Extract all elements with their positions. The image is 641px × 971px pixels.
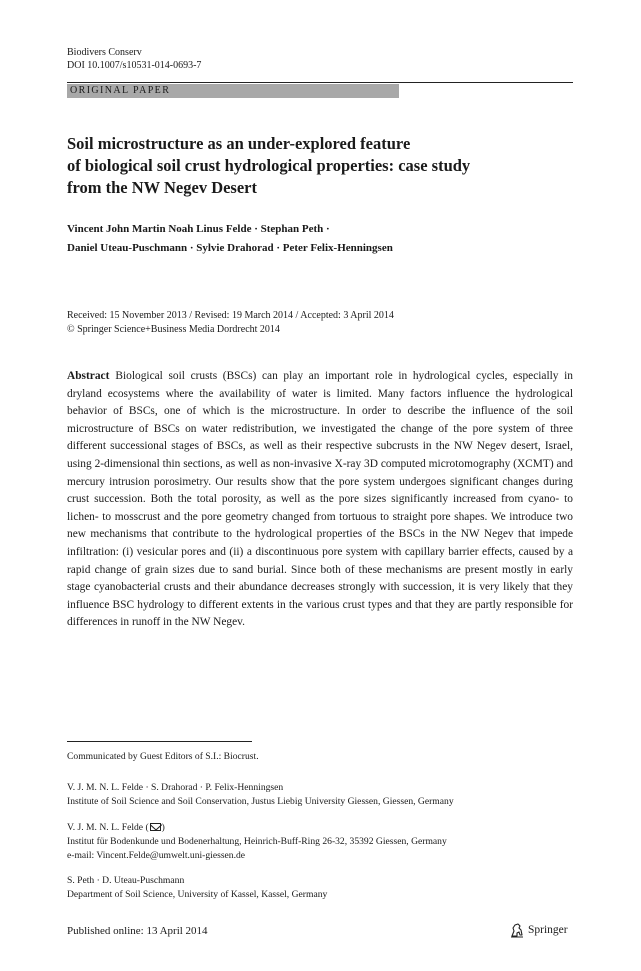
corresponding-author <box>67 821 573 862</box>
journal-name: Biodivers Conserv <box>67 47 142 58</box>
affiliation-2-names: S. Peth · D. Uteau-Puschmann <box>67 875 185 886</box>
publisher-name: Springer <box>528 924 568 936</box>
abstract <box>67 368 573 632</box>
doi: DOI 10.1007/s10531-014-0693-7 <box>67 60 202 71</box>
publisher-logo <box>509 922 568 938</box>
journal-info <box>67 46 201 72</box>
published-online: Published online: 13 April 2014 <box>67 925 208 937</box>
affiliation-2-institution: Department of Soil Science, University of Kassel, Kassel, Germany <box>67 888 328 900</box>
title-line-1: Soil microstructure as an under-explored feature <box>67 134 411 153</box>
article-title <box>67 133 567 199</box>
corresponding-email: e-mail: Vincent.Felde@umwelt.uni-giessen.de <box>67 849 246 861</box>
history-dates: Received: 15 November 2013 / Revised: 19 March 2014 / Accepted: 3 April 2014 <box>67 310 394 321</box>
springer-horse-icon <box>509 922 525 938</box>
article-dates <box>67 309 394 337</box>
authors-line-2: Daniel Uteau-Puschmann · Sylvie Drahorad · Peter Felix-Henningsen <box>67 242 393 254</box>
footnote-rule <box>67 741 252 742</box>
title-line-3: from the NW Negev Desert <box>67 178 257 197</box>
corresponding-institution: Institut für Bodenkunde und Bodenerhaltung, Heinrich-Buff-Ring 26-32, 35392 Giessen, Germany <box>67 835 447 847</box>
authors-line-1: Vincent John Martin Noah Linus Felde · Stephan Peth · <box>67 223 330 235</box>
affiliation-2 <box>67 874 573 902</box>
abstract-label: Abstract <box>67 370 110 382</box>
abstract-text: Biological soil crusts (BSCs) can play an important role in hydrological cycles, especially in dryland ecosystems where the availability of water is limited. Many factors influence the hydrological behavior of BSCs, one of which is the microstructure. In order to describe the influence of the soil microstructure of BSCs on water redistribution, we investigated the change of the pore system of three different successional stages of BSCs, as well as their respective subcrusts in the NW Negev desert, Israel, using 2-dimensional thin sections, as well as non-invasive X-ray 3D computed microtomography (XCMT) and mercury intrusion porosimetry. Our results show that the pore system undergoes significant changes during crust succession. Both the total porosity, as well as the pore sizes significantly increased from cyano- to lichen- to mosscrust and the pore geometry changed from tortuous to straight pore shapes. We introduce two new mechanisms that contribute to the hydrological properties of the BSCs in the NW Negev that impede infiltration: (i) vesicular pores and (ii) a discontinuous pore system with capillary barrier effects, caused by a rapid change of grain sizes due to sand burial. Since both of these mechanisms are present mostly in early stage cyanobacterial crusts and their abundance decreases strongly with succession, it is very likely that they influence BSC hydrology to different extents in the various crust types and that they are partly responsible for differences in runoff in the NW Negev. <box>67 370 573 629</box>
header-rule <box>67 82 573 83</box>
affiliation-1 <box>67 781 573 809</box>
author-list <box>67 220 567 258</box>
corresponding-name: V. J. M. N. L. Felde ( ) <box>67 822 165 833</box>
affiliation-1-names: V. J. M. N. L. Felde · S. Drahorad · P. Felix-Henningsen <box>67 782 284 793</box>
article-type-banner: ORIGINAL PAPER <box>67 84 399 98</box>
communicated-note: Communicated by Guest Editors of S.I.: Biocrust. <box>67 751 259 762</box>
envelope-icon <box>150 823 161 831</box>
copyright: © Springer Science+Business Media Dordrecht 2014 <box>67 324 280 335</box>
affiliation-1-institution: Institute of Soil Science and Soil Conservation, Justus Liebig University Giessen, Giessen, Germany <box>67 795 454 807</box>
title-line-2: of biological soil crust hydrological properties: case study <box>67 156 471 175</box>
